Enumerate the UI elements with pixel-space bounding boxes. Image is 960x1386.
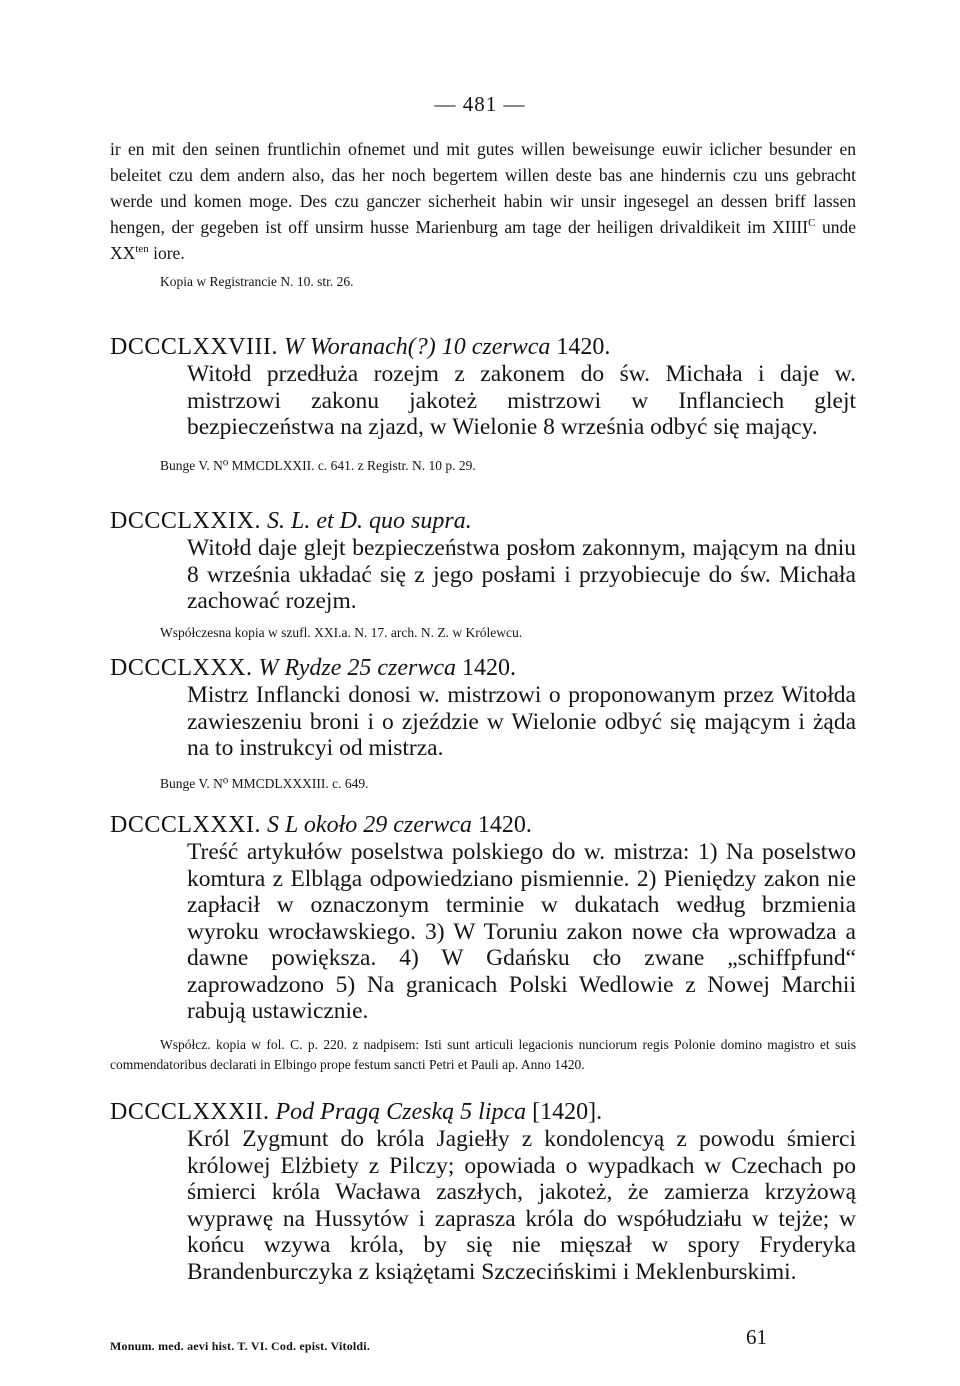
entry-source: Bunge V. N⁰ MMCDLXXXIII. c. 649.: [160, 775, 369, 791]
intro-text-end: iore.: [148, 243, 185, 263]
intro-source: Kopia w Registrancie N. 10. str. 26.: [160, 274, 354, 289]
entry-summary: Król Zygmunt do króla Jagiełły z kondolencyą z powodu śmierci królowej Elżbiety z Pilczy; opowiada o wypadkach w Czechach po śmierci króla Wacława zaszłych, jakoteż, że zamierza krzyżową wyprawę na Hussytów i zaprasza króla do współudziału w tejże; w końcu wzywa króla, by się nie mięszał w spory Fryderyka Brandenburczyka z książętami Szczecińskimi i Meklenburskimi.: [187, 1126, 856, 1285]
entry-year: [1420].: [532, 1099, 603, 1125]
entry-number: DCCCLXXVIII.: [110, 334, 278, 360]
intro-text-block: [110, 136, 856, 292]
entry-number: DCCCLXXXII.: [110, 1099, 270, 1125]
entry-dccclxxviii: [110, 334, 856, 476]
page-number: — 481 —: [434, 92, 526, 116]
entry-heading: [110, 1099, 856, 1126]
entry-dccclxxxii: [110, 1099, 856, 1285]
intro-text: ir en mit den seinen fruntlichin ofnemet und mit gutes willen beweisunge euwir iclicher besunder en beleitet czu dem andern also, das her noch begertem willen deste bas ane hindernis czu uns gebracht werde und komen moge. Des czu ganczer sicherheit habin wir unsir ingesegel an dessen briff lassen hengen, der gegeben ist off unsirm husse Marienburg am tage der heiligen drivaldikeit im XIIII: [110, 139, 856, 237]
entry-heading: [110, 655, 856, 682]
entry-summary: Treść artykułów poselstwa polskiego do w. mistrza: 1) Na poselstwo komtura z Elbląga odpowiedziano pismiennie. 2) Pieniędzy zakon nie zapłacił w oznaczonym terminie w dukatach według brzmienia wyroku wrocławskiego. 3) W Toruniu zakon nowe cła wprowadza a dawne powiększa. 4) W Gdańsku cło zwane „schiffpfund“ zaprowadzono 5) Na granicach Polski Wedlowie z Nowej Marchii rabują ustawicznie.: [187, 839, 856, 1024]
entry-number: DCCCLXXIX.: [110, 508, 262, 534]
intro-text-middle: unde XX: [110, 217, 856, 263]
intro-paragraph: [110, 136, 856, 266]
entry-heading: [110, 508, 856, 535]
entry-source: Współcz. kopia w fol. C. p. 220. z nadpisem: Isti sunt articuli legacionis nunciorum regis Polonie domino magistro et suis commendatoribus declarati in Elbingo prope festum sancti Petri et Pauli ap. Anno 1420.: [110, 1036, 856, 1072]
entry-summary: Witołd przedłuża rozejm z zakonem do św. Michała i daje w. mistrzowi zakonu jakoteż mistrzowi w Inflanciech glejt bezpieczeństwa na zjazd, w Wielonie 8 września odbyć się mający.: [187, 361, 856, 440]
entry-year: 1420.: [462, 655, 517, 681]
intro-superscript-c: C: [808, 217, 816, 230]
entry-year: 1420.: [556, 334, 611, 360]
entry-place-date: Pod Pragą Czeską 5 lipca: [275, 1099, 527, 1125]
entry-year: 1420.: [477, 812, 532, 838]
entry-heading: [110, 334, 856, 361]
entry-dccclxxix: [110, 508, 856, 643]
entry-heading: [110, 812, 856, 839]
entry-source: Bunge V. N⁰ MMCDLXXII. c. 641. z Registr. N. 10 p. 29.: [160, 457, 476, 473]
entry-dccclxxx: [110, 655, 856, 794]
entry-summary: Witołd daje glejt bezpieczeństwa posłom zakonnym, mającym na dniu 8 września układać się z jego posłami i przyobiecuje do św. Michała zachować rozejm.: [187, 535, 856, 614]
entry-source: Współczesna kopia w szufl. XXI.a. N. 17. arch. N. Z. w Królewcu.: [160, 624, 523, 640]
footer-signature-mark: 61: [746, 1325, 767, 1349]
entry-place-date: S. L. et D. quo supra.: [267, 508, 472, 534]
entry-place-date: W Rydze 25 czerwca: [258, 655, 457, 681]
entry-dccclxxxi: [110, 812, 856, 1075]
entry-number: DCCCLXXX.: [110, 655, 253, 681]
footer-series-title: Monum. med. aevi hist. T. VI. Cod. epist. Vitoldi.: [110, 1339, 371, 1353]
entry-place-date: S L około 29 czerwca: [267, 812, 472, 838]
intro-superscript-ten: ten: [135, 243, 149, 256]
entry-number: DCCCLXXXI.: [110, 812, 262, 838]
entry-place-date: W Woranach(?) 10 czerwca: [284, 334, 551, 360]
entry-summary: Mistrz Inflancki donosi w. mistrzowi o proponowanym przez Witołda zawieszeniu broni i o zjeździe w Wielonie odbyć się mającym i żąda na to instrukcyi od mistrza.: [187, 682, 856, 761]
